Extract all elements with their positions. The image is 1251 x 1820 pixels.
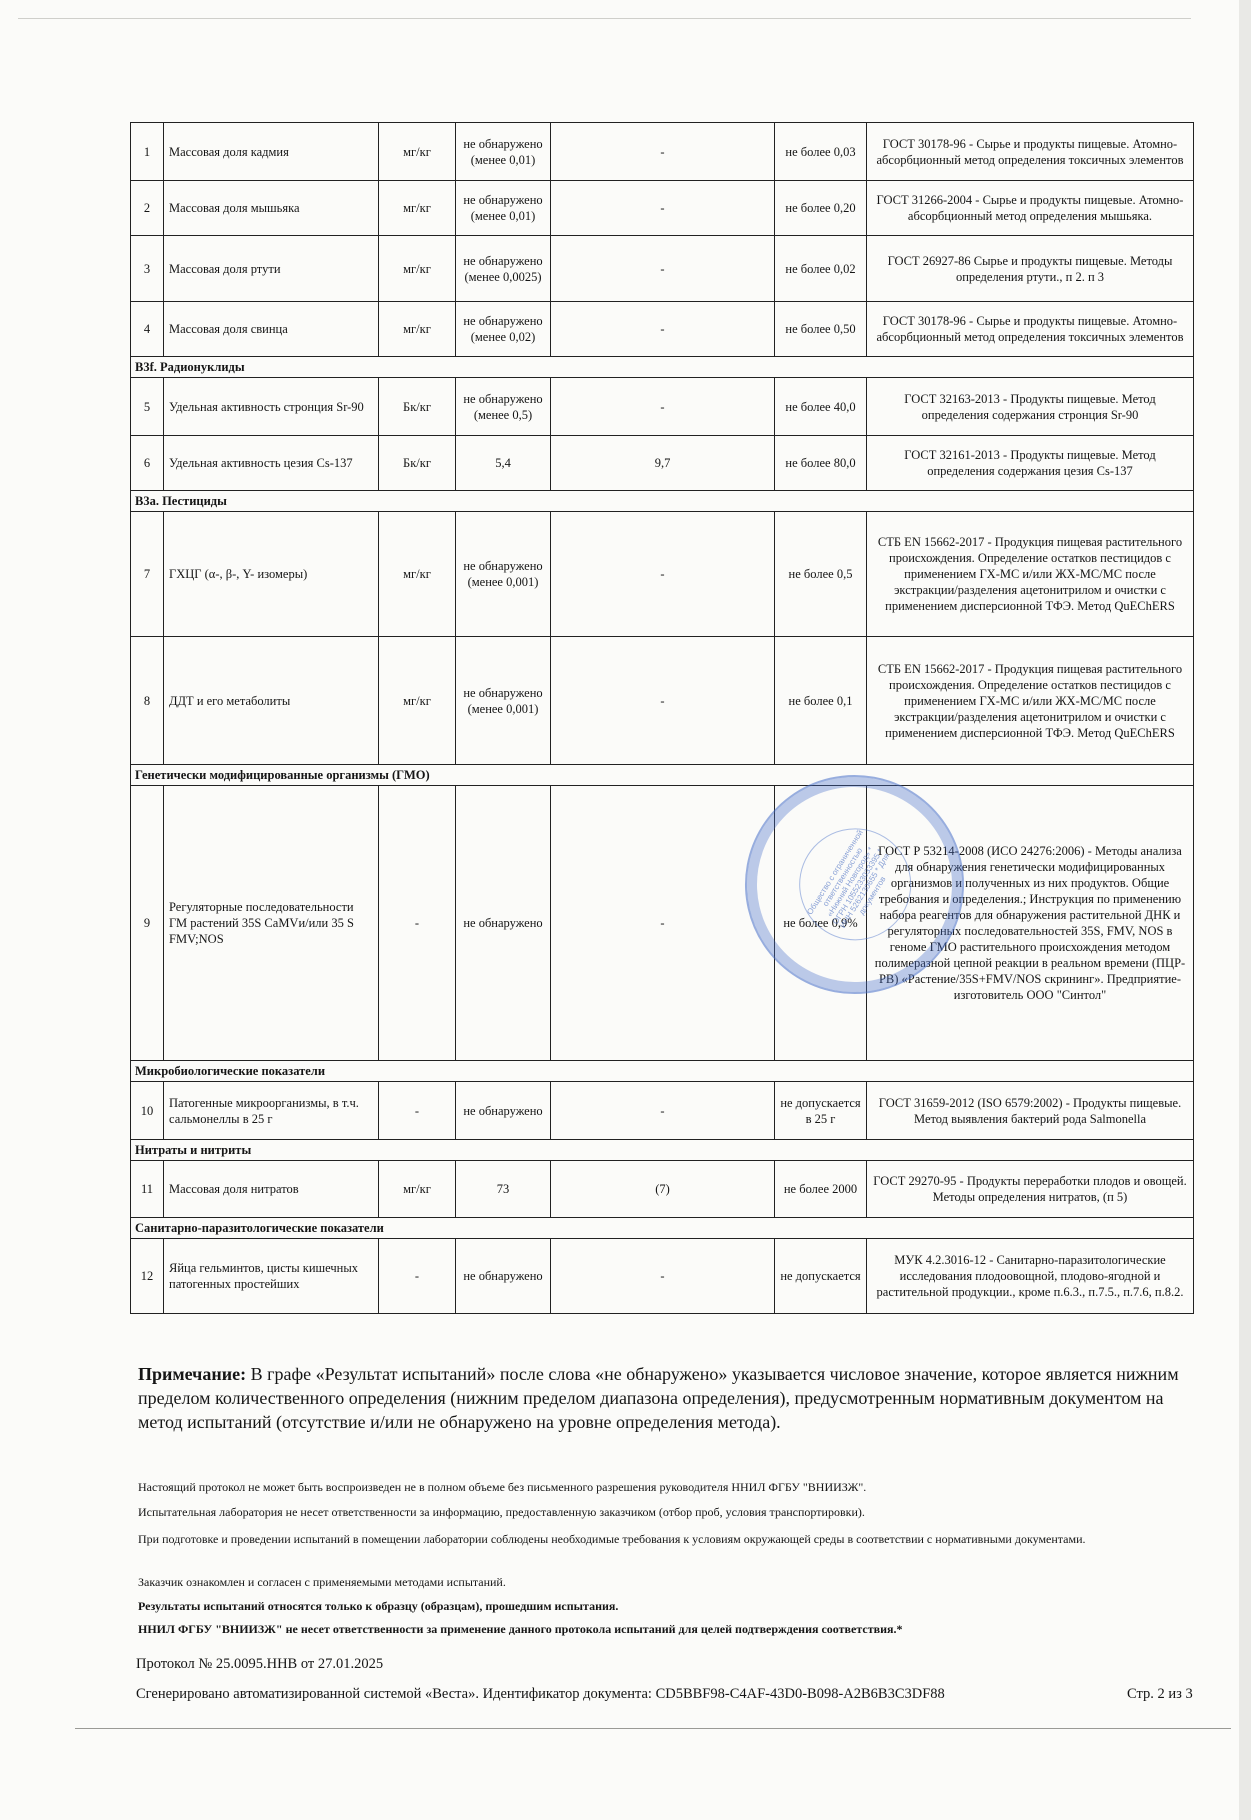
indicator-name: Яйца гельминтов, цисты кишечных патогенных простейших: [164, 1239, 379, 1314]
table-row: [131, 512, 1194, 637]
unit-cell: Бк/кг: [379, 436, 456, 491]
stamp-inner-ring: [777, 807, 931, 961]
norm-cell: не более 0,03: [775, 123, 867, 181]
unit-cell: -: [379, 786, 456, 1061]
result-cell: не обнаружено: [456, 1239, 551, 1314]
row-number: 8: [131, 637, 164, 765]
stamp-text: Общество с ограниченной ответственностью «Нижний Новгород» * ОГРН 1055233033395 * ИНН 5262130655 * Для документов: [805, 828, 892, 930]
unit-cell: мг/кг: [379, 302, 456, 357]
uncertainty-cell: -: [551, 786, 775, 1061]
method-cell: ГОСТ 30178-96 - Сырье и продукты пищевые. Атомно-абсорбционный метод определения токсичных элементов: [867, 123, 1194, 181]
table-row: [131, 786, 1194, 1061]
row-number: 4: [131, 302, 164, 357]
uncertainty-cell: -: [551, 637, 775, 765]
footer-line-5: Результаты испытаний относятся только к образцу (образцам), прошедшим испытания.: [138, 1599, 619, 1613]
row-number: 10: [131, 1082, 164, 1140]
uncertainty-cell: -: [551, 1239, 775, 1314]
table-row: [131, 123, 1194, 181]
row-number: 12: [131, 1239, 164, 1314]
indicator-name: Массовая доля ртути: [164, 236, 379, 302]
footer-line-4: Заказчик ознакомлен и согласен с применяемыми методами испытаний.: [138, 1575, 506, 1589]
row-number: 3: [131, 236, 164, 302]
norm-cell: не более 0,5: [775, 512, 867, 637]
section-row: [131, 491, 1194, 512]
section-title: B3a. Пестициды: [131, 491, 1194, 512]
section-row: [131, 765, 1194, 786]
method-cell: ГОСТ 26927-86 Сырье и продукты пищевые. Методы определения ртути., п 2. п 3: [867, 236, 1194, 302]
result-cell: не обнаружено (менее 0,01): [456, 181, 551, 236]
uncertainty-cell: -: [551, 378, 775, 436]
table-row: [131, 236, 1194, 302]
uncertainty-cell: -: [551, 302, 775, 357]
bottom-divider: [75, 1728, 1231, 1729]
unit-cell: мг/кг: [379, 236, 456, 302]
row-number: 2: [131, 181, 164, 236]
section-title: Санитарно-паразитологические показатели: [131, 1218, 1194, 1239]
method-cell: ГОСТ 31659-2012 (ISO 6579:2002) - Продукты пищевые. Метод выявления бактерий рода Salmonella: [867, 1082, 1194, 1140]
uncertainty-cell: -: [551, 236, 775, 302]
table-row: [131, 302, 1194, 357]
section-title: Нитраты и нитриты: [131, 1140, 1194, 1161]
row-number: 11: [131, 1161, 164, 1218]
protocol-number: Протокол № 25.0095.ННВ от 27.01.2025: [136, 1656, 384, 1672]
indicator-name: Удельная активность цезия Cs-137: [164, 436, 379, 491]
norm-cell: не более 2000: [775, 1161, 867, 1218]
result-cell: не обнаружено: [456, 786, 551, 1061]
indicator-name: ГХЦГ (α-, β-, Y- изомеры): [164, 512, 379, 637]
indicator-name: Массовая доля свинца: [164, 302, 379, 357]
indicator-name: Регуляторные последовательности ГМ растений 35S CaMVи/или 35 S FMV;NOS: [164, 786, 379, 1061]
row-number: 9: [131, 786, 164, 1061]
uncertainty-cell: 9,7: [551, 436, 775, 491]
method-cell: МУК 4.2.3016-12 - Санитарно-паразитологические исследования плодоовощной, плодово-ягодной и растительной продукции., кроме п.6.3., п.7.5., п.7.6, п.8.2.: [867, 1239, 1194, 1314]
section-row: [131, 357, 1194, 378]
norm-cell: не допускается: [775, 1239, 867, 1314]
method-cell: ГОСТ 31266-2004 - Сырье и продукты пищевые. Атомно-абсорбционный метод определения мышьяка.: [867, 181, 1194, 236]
method-cell: ГОСТ 30178-96 - Сырье и продукты пищевые. Атомно-абсорбционный метод определения токсичных элементов: [867, 302, 1194, 357]
section-row: [131, 1140, 1194, 1161]
norm-cell: не более 0,9%: [775, 786, 867, 1061]
unit-cell: -: [379, 1239, 456, 1314]
page-number: Стр. 2 из 3: [1127, 1686, 1193, 1702]
indicator-name: Массовая доля кадмия: [164, 123, 379, 181]
result-cell: не обнаружено (менее 0,001): [456, 637, 551, 765]
result-cell: не обнаружено: [456, 1082, 551, 1140]
uncertainty-cell: -: [551, 123, 775, 181]
uncertainty-cell: -: [551, 512, 775, 637]
row-number: 5: [131, 378, 164, 436]
section-title: Генетически модифицированные организмы (ГМО): [131, 765, 1194, 786]
method-cell: СТБ EN 15662-2017 - Продукция пищевая растительного происхождения. Определение остатков пестицидов с применением ГХ-МС и/или ЖХ-МС/МС после экстракции/разделения ацетонитрилом и очистки с применением дисперсионной ТФЭ. Метод QuEChERS: [867, 512, 1194, 637]
table-row: [131, 378, 1194, 436]
norm-cell: не более 0,20: [775, 181, 867, 236]
table-row: [131, 436, 1194, 491]
note-paragraph: [138, 1363, 1188, 1435]
unit-cell: мг/кг: [379, 512, 456, 637]
result-cell: не обнаружено (менее 0,0025): [456, 236, 551, 302]
indicator-name: Патогенные микроорганизмы, в т.ч. сальмонеллы в 25 г: [164, 1082, 379, 1140]
note-label: Примечание:: [138, 1364, 247, 1384]
indicator-name: ДДТ и его метаболиты: [164, 637, 379, 765]
unit-cell: мг/кг: [379, 1161, 456, 1218]
norm-cell: не более 40,0: [775, 378, 867, 436]
row-number: 7: [131, 512, 164, 637]
footer-line-6: ННИЛ ФГБУ "ВНИИЗЖ" не несет ответственности за применение данного протокола испытаний для целей подтверждения соответствия.*: [138, 1622, 903, 1636]
section-title: B3f. Радионуклиды: [131, 357, 1194, 378]
table-row: [131, 1239, 1194, 1314]
method-cell: ГОСТ 32163-2013 - Продукты пищевые. Метод определения содержания стронция Sr-90: [867, 378, 1194, 436]
section-row: [131, 1061, 1194, 1082]
norm-cell: не более 80,0: [775, 436, 867, 491]
indicator-name: Массовая доля нитратов: [164, 1161, 379, 1218]
method-cell: ГОСТ 32161-2013 - Продукты пищевые. Метод определения содержания цезия Cs-137: [867, 436, 1194, 491]
result-cell: не обнаружено (менее 0,001): [456, 512, 551, 637]
uncertainty-cell: -: [551, 181, 775, 236]
method-cell: СТБ EN 15662-2017 - Продукция пищевая растительного происхождения. Определение остатков пестицидов с применением ГХ-МС и/или ЖХ-МС/МС после экстракции/разделения ацетонитрилом и очистки с применением дисперсионной ТФЭ. Метод QuEChERS: [867, 637, 1194, 765]
top-divider: [18, 18, 1191, 19]
result-cell: не обнаружено (менее 0,5): [456, 378, 551, 436]
section-title: Микробиологические показатели: [131, 1061, 1194, 1082]
generated-by: Сгенерировано автоматизированной системой «Веста». Идентификатор документа: CD5BBF98-C4AF-43D0-B098-A2B6B3C3DF88: [136, 1686, 945, 1702]
unit-cell: Бк/кг: [379, 378, 456, 436]
unit-cell: мг/кг: [379, 637, 456, 765]
result-cell: не обнаружено (менее 0,01): [456, 123, 551, 181]
method-cell: ГОСТ 29270-95 - Продукты переработки плодов и овощей. Методы определения нитратов, (п 5): [867, 1161, 1194, 1218]
unit-cell: мг/кг: [379, 123, 456, 181]
table-row: [131, 637, 1194, 765]
norm-cell: не более 0,50: [775, 302, 867, 357]
result-cell: не обнаружено (менее 0,02): [456, 302, 551, 357]
footer-line-2: Испытательная лаборатория не несет ответственности за информацию, предоставленную заказчиком (отбор проб, условия транспортировки).: [138, 1505, 865, 1519]
page-edge-shadow: [1239, 0, 1251, 1820]
norm-cell: не более 0,02: [775, 236, 867, 302]
row-number: 6: [131, 436, 164, 491]
norm-cell: не более 0,1: [775, 637, 867, 765]
footer-line-3: При подготовке и проведении испытаний в помещении лаборатории соблюдены необходимые требования к условиям окружающей среды в соответствии с нормативными документами.: [138, 1532, 1086, 1546]
uncertainty-cell: (7): [551, 1161, 775, 1218]
unit-cell: -: [379, 1082, 456, 1140]
result-cell: 5,4: [456, 436, 551, 491]
table-row: [131, 1161, 1194, 1218]
result-cell: 73: [456, 1161, 551, 1218]
table-row: [131, 181, 1194, 236]
norm-cell: не допускается в 25 г: [775, 1082, 867, 1140]
uncertainty-cell: -: [551, 1082, 775, 1140]
indicator-name: Удельная активность стронция Sr-90: [164, 378, 379, 436]
note-text: В графе «Результат испытаний» после слова «не обнаружено» указывается числовое значение, которое является нижним пределом количественного определения (нижним пределом диапазона определения), предусмотренным нормативным документом на метод испытаний (отсутствие и/или не обнаружено на уровне определения метода).: [138, 1364, 1179, 1432]
section-row: [131, 1218, 1194, 1239]
indicator-name: Массовая доля мышьяка: [164, 181, 379, 236]
row-number: 1: [131, 123, 164, 181]
results-table: [130, 122, 1194, 1314]
footer-line-1: Настоящий протокол не может быть воспроизведен не в полном объеме без письменного разрешения руководителя ННИЛ ФГБУ "ВНИИЗЖ".: [138, 1480, 867, 1494]
table-row: [131, 1082, 1194, 1140]
method-cell: ГОСТ Р 53214-2008 (ИСО 24276:2006) - Методы анализа для обнаружения генетически модифицированных организмов и полученных из них продуктов. Общие требования и определения.; Инструкция по применению набора реагентов для обнаружения растительной ДНК и регуляторных последовательностей 35S, FMV, NOS в геноме ГМО растительного происхождения методом полимеразной цепной реакции в реальном времени (ПЦР-РВ) «Растение/35S+FMV/NOS скрининг». Предприятие-изготовитель ООО "Синтол": [867, 786, 1194, 1061]
unit-cell: мг/кг: [379, 181, 456, 236]
